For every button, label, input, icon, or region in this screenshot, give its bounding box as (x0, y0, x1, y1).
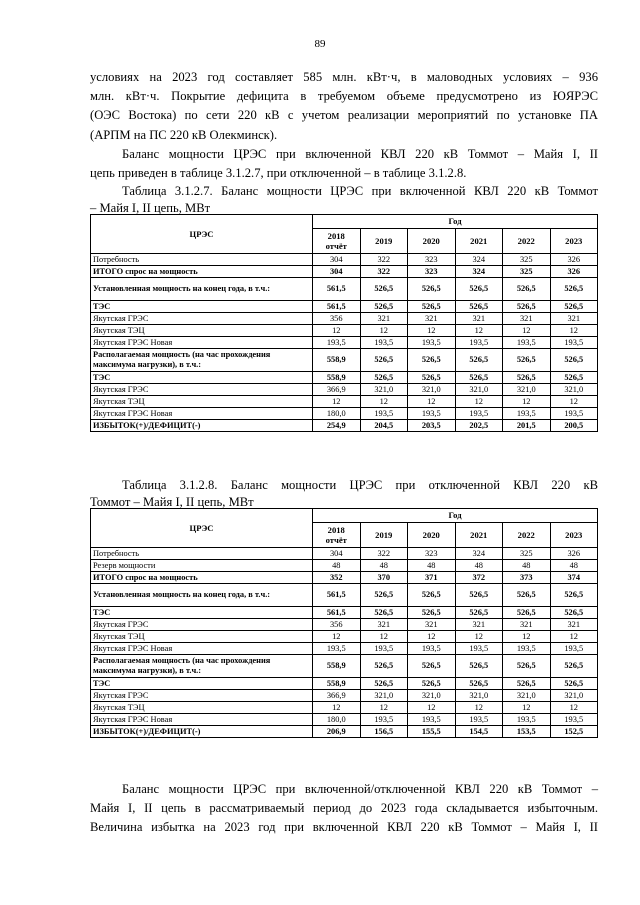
cell-value: 202,5 (455, 420, 503, 432)
cell-value: 526,5 (360, 301, 408, 313)
cell-value: 48 (550, 560, 598, 572)
cell-value: 203,5 (408, 420, 456, 432)
cell-value: 304 (313, 548, 361, 560)
cell-value: 12 (503, 631, 551, 643)
cell-value: 321,0 (455, 690, 503, 702)
cell-value: 526,5 (360, 349, 408, 372)
cell-value: 526,5 (455, 349, 503, 372)
caption-line: Томмот – Майя I, II цепь, МВт (90, 495, 254, 509)
column-header-year: 2023 (550, 523, 598, 548)
row-label: Располагаемая мощность (на час прохождения максимума нагрузки), в т.ч.: (91, 349, 313, 372)
cell-value: 12 (455, 631, 503, 643)
row-label: Якутская ГРЭС (91, 313, 313, 325)
table-row (91, 702, 598, 714)
cell-value: 193,5 (313, 643, 361, 655)
cell-value: 206,9 (313, 726, 361, 738)
cell-value: 193,5 (360, 408, 408, 420)
table-row (91, 714, 598, 726)
table1-caption (90, 183, 598, 217)
cell-value: 526,5 (360, 655, 408, 678)
table-row (91, 349, 598, 372)
cell-value: 12 (313, 631, 361, 643)
cell-value: 352 (313, 572, 361, 584)
cell-value: 526,5 (455, 584, 503, 607)
row-label: ИЗБЫТОК(+)/ДЕФИЦИТ(-) (91, 726, 313, 738)
cell-value: 561,5 (313, 607, 361, 619)
cell-value: 322 (360, 266, 408, 278)
cell-value: 321,0 (360, 384, 408, 396)
cell-value: 321 (550, 619, 598, 631)
text-line: цепь приведен в таблице 3.1.2.7, при отключенной – в таблице 3.1.2.8. (90, 166, 467, 181)
cell-value: 526,5 (455, 607, 503, 619)
cell-value: 326 (550, 254, 598, 266)
text-line: Величина избытка на 2023 год при включенной КВЛ 220 кВ Томмот – Майя I, II (90, 820, 598, 835)
cell-value: 193,5 (455, 714, 503, 726)
table-row (91, 372, 598, 384)
column-header-year-group: Год (313, 215, 598, 229)
cell-value: 321,0 (550, 690, 598, 702)
cell-value: 48 (408, 560, 456, 572)
cell-value: 193,5 (408, 337, 456, 349)
cell-value: 526,5 (360, 678, 408, 690)
row-label: ТЭС (91, 301, 313, 313)
cell-value: 526,5 (503, 584, 551, 607)
cell-value: 154,5 (455, 726, 503, 738)
cell-value: 526,5 (408, 678, 456, 690)
cell-value: 558,9 (313, 372, 361, 384)
cell-value: 526,5 (550, 301, 598, 313)
text-line: Баланс мощности ЦРЭС при включенной/отключенной КВЛ 220 кВ Томмот – (122, 782, 598, 796)
table-row (91, 325, 598, 337)
cell-value: 321,0 (455, 384, 503, 396)
table-row (91, 266, 598, 278)
cell-value: 321 (503, 619, 551, 631)
row-label: Потребность (91, 254, 313, 266)
column-header-year: 2021 (455, 523, 503, 548)
row-label: Якутская ТЭЦ (91, 325, 313, 337)
row-label: Якутская ГРЭС (91, 690, 313, 702)
cell-value: 12 (408, 631, 456, 643)
cell-value: 526,5 (360, 607, 408, 619)
cell-value: 193,5 (408, 408, 456, 420)
cell-value: 193,5 (503, 643, 551, 655)
text-line: Майя I, II цепь в рассматриваемый период до 2023 года складывается избыточным. (90, 801, 598, 816)
cell-value: 12 (550, 325, 598, 337)
cell-value: 526,5 (455, 678, 503, 690)
row-label: Якутская ГРЭС Новая (91, 643, 313, 655)
cell-value: 201,5 (503, 420, 551, 432)
column-header-year: 2019 (360, 523, 408, 548)
cell-value: 371 (408, 572, 456, 584)
cell-value: 526,5 (408, 607, 456, 619)
cell-value: 526,5 (408, 655, 456, 678)
table-row (91, 584, 598, 607)
table-row (91, 396, 598, 408)
row-label: Резерв мощности (91, 560, 313, 572)
row-label: Якутская ТЭЦ (91, 396, 313, 408)
row-label: Якутская ТЭЦ (91, 631, 313, 643)
cell-value: 366,9 (313, 384, 361, 396)
cell-value: 326 (550, 548, 598, 560)
cell-value: 156,5 (360, 726, 408, 738)
cell-value: 526,5 (455, 301, 503, 313)
cell-value: 304 (313, 266, 361, 278)
cell-value: 12 (360, 396, 408, 408)
cell-value: 526,5 (550, 278, 598, 301)
table-row (91, 548, 598, 560)
cell-value: 12 (408, 702, 456, 714)
column-header-year: 2022 (503, 229, 551, 254)
cell-value: 558,9 (313, 655, 361, 678)
text-line: (ОЭС Востока) по сети 220 кВ с учетом реализации мероприятий по установке ПА (90, 108, 598, 123)
cell-value: 526,5 (550, 607, 598, 619)
text-line: Баланс мощности ЦРЭС при включенной КВЛ 220 кВ Томмот – Майя I, II (122, 146, 598, 161)
cell-value: 180,0 (313, 714, 361, 726)
cell-value: 12 (313, 325, 361, 337)
cell-value: 12 (360, 325, 408, 337)
cell-value: 526,5 (360, 372, 408, 384)
cell-value: 526,5 (503, 301, 551, 313)
outro-paragraph (90, 780, 598, 838)
cell-value: 526,5 (455, 278, 503, 301)
cell-value: 526,5 (550, 349, 598, 372)
cell-value: 200,5 (550, 420, 598, 432)
row-label: Якутская ГРЭС Новая (91, 714, 313, 726)
cell-value: 12 (408, 325, 456, 337)
cell-value: 561,5 (313, 278, 361, 301)
column-header-year: 2022 (503, 523, 551, 548)
column-header-year: 2018 отчёт (313, 229, 361, 254)
cell-value: 558,9 (313, 349, 361, 372)
cell-value: 370 (360, 572, 408, 584)
cell-value: 526,5 (408, 584, 456, 607)
table-row (91, 420, 598, 432)
cell-value: 12 (360, 702, 408, 714)
table-row (91, 384, 598, 396)
cell-value: 12 (313, 702, 361, 714)
row-label: Якутская ГРЭС Новая (91, 337, 313, 349)
row-label: ИЗБЫТОК(+)/ДЕФИЦИТ(-) (91, 420, 313, 432)
cell-value: 204,5 (360, 420, 408, 432)
cell-value: 304 (313, 254, 361, 266)
cell-value: 321,0 (503, 690, 551, 702)
row-label: ИТОГО спрос на мощность (91, 572, 313, 584)
cell-value: 193,5 (503, 408, 551, 420)
cell-value: 12 (408, 396, 456, 408)
cell-value: 526,5 (503, 349, 551, 372)
cell-value: 193,5 (408, 643, 456, 655)
cell-value: 526,5 (360, 278, 408, 301)
cell-value: 12 (550, 702, 598, 714)
cell-value: 12 (503, 325, 551, 337)
cell-value: 193,5 (455, 337, 503, 349)
cell-value: 374 (550, 572, 598, 584)
cell-value: 526,5 (503, 678, 551, 690)
cell-value: 193,5 (503, 337, 551, 349)
cell-value: 526,5 (503, 372, 551, 384)
cell-value: 193,5 (360, 714, 408, 726)
cell-value: 324 (455, 548, 503, 560)
cell-value: 12 (550, 631, 598, 643)
table-row (91, 631, 598, 643)
cell-value: 372 (455, 572, 503, 584)
cell-value: 526,5 (503, 655, 551, 678)
cell-value: 322 (360, 548, 408, 560)
table-row (91, 560, 598, 572)
cell-value: 323 (408, 548, 456, 560)
row-label: ИТОГО спрос на мощность (91, 266, 313, 278)
caption-line: – Майя I, II цепь, МВт (90, 201, 211, 215)
cell-value: 321,0 (550, 384, 598, 396)
row-label: Якутская ГРЭС (91, 384, 313, 396)
row-label: ТЭС (91, 372, 313, 384)
cell-value: 254,9 (313, 420, 361, 432)
table-row (91, 278, 598, 301)
row-label: Якутская ГРЭС Новая (91, 408, 313, 420)
cell-value: 558,9 (313, 678, 361, 690)
column-header-year: 2018 отчёт (313, 523, 361, 548)
power-balance-table-off (90, 508, 598, 738)
cell-value: 12 (455, 396, 503, 408)
cell-value: 321 (455, 619, 503, 631)
cell-value: 326 (550, 266, 598, 278)
cell-value: 321,0 (360, 690, 408, 702)
cell-value: 193,5 (550, 714, 598, 726)
power-balance-table-on (90, 214, 598, 432)
column-header-year: 2020 (408, 229, 456, 254)
cell-value: 526,5 (550, 655, 598, 678)
cell-value: 193,5 (455, 408, 503, 420)
cell-value: 321 (455, 313, 503, 325)
cell-value: 366,9 (313, 690, 361, 702)
cell-value: 526,5 (550, 372, 598, 384)
table-row (91, 337, 598, 349)
cell-value: 561,5 (313, 301, 361, 313)
table2-caption (90, 477, 598, 511)
table-row (91, 313, 598, 325)
cell-value: 12 (455, 325, 503, 337)
cell-value: 356 (313, 619, 361, 631)
cell-value: 321 (360, 313, 408, 325)
table-row (91, 619, 598, 631)
cell-value: 193,5 (360, 337, 408, 349)
cell-value: 322 (360, 254, 408, 266)
cell-value: 193,5 (360, 643, 408, 655)
text-line: (АРПМ на ПС 220 кВ Олекминск). (90, 127, 278, 142)
cell-value: 324 (455, 266, 503, 278)
cell-value: 526,5 (408, 278, 456, 301)
cell-value: 193,5 (313, 337, 361, 349)
cell-value: 193,5 (455, 643, 503, 655)
cell-value: 48 (503, 560, 551, 572)
table-row (91, 726, 598, 738)
table-row (91, 572, 598, 584)
table-row (91, 690, 598, 702)
cell-value: 321 (503, 313, 551, 325)
cell-value: 193,5 (503, 714, 551, 726)
cell-value: 48 (360, 560, 408, 572)
cell-value: 12 (360, 631, 408, 643)
cell-value: 12 (550, 396, 598, 408)
row-label: Установленная мощность на конец года, в т.ч.: (91, 278, 313, 301)
column-header-year: 2019 (360, 229, 408, 254)
row-label: Якутская ГРЭС (91, 619, 313, 631)
cell-value: 526,5 (550, 584, 598, 607)
caption-line: Таблица 3.1.2.7. Баланс мощности ЦРЭС при включенной КВЛ 220 кВ Томмот (122, 184, 598, 198)
cell-value: 193,5 (408, 714, 456, 726)
row-label: Потребность (91, 548, 313, 560)
cell-value: 526,5 (408, 349, 456, 372)
cell-value: 323 (408, 266, 456, 278)
cell-value: 321 (550, 313, 598, 325)
cell-value: 526,5 (408, 301, 456, 313)
table-row (91, 408, 598, 420)
cell-value: 321 (408, 313, 456, 325)
cell-value: 48 (455, 560, 503, 572)
cell-value: 12 (455, 702, 503, 714)
cell-value: 526,5 (408, 372, 456, 384)
text-line: условиях на 2023 год составляет 585 млн. кВт·ч, в маловодных условиях – 936 (90, 70, 598, 84)
cell-value: 526,5 (455, 655, 503, 678)
cell-value: 356 (313, 313, 361, 325)
table-row (91, 607, 598, 619)
cell-value: 526,5 (550, 678, 598, 690)
page-number: 89 (314, 38, 326, 50)
cell-value: 48 (313, 560, 361, 572)
column-header-year-group: Год (313, 509, 598, 523)
column-header-region: ЦРЭС (91, 509, 313, 548)
cell-value: 152,5 (550, 726, 598, 738)
cell-value: 526,5 (455, 372, 503, 384)
cell-value: 12 (503, 702, 551, 714)
row-label: ТЭС (91, 678, 313, 690)
caption-line: Таблица 3.1.2.8. Баланс мощности ЦРЭС при отключенной КВЛ 220 кВ (122, 478, 598, 492)
column-header-year: 2020 (408, 523, 456, 548)
cell-value: 155,5 (408, 726, 456, 738)
cell-value: 373 (503, 572, 551, 584)
table-row (91, 678, 598, 690)
table-row (91, 655, 598, 678)
cell-value: 323 (408, 254, 456, 266)
cell-value: 324 (455, 254, 503, 266)
cell-value: 325 (503, 254, 551, 266)
column-header-year: 2021 (455, 229, 503, 254)
cell-value: 321 (408, 619, 456, 631)
cell-value: 526,5 (503, 278, 551, 301)
cell-value: 325 (503, 548, 551, 560)
row-label: Установленная мощность на конец года, в т.ч.: (91, 584, 313, 607)
cell-value: 12 (503, 396, 551, 408)
cell-value: 193,5 (550, 337, 598, 349)
cell-value: 193,5 (550, 408, 598, 420)
text-line: млн. кВт·ч. Покрытие дефицита в требуемом объеме предусмотрено из ЮЯРЭС (90, 89, 598, 104)
cell-value: 321,0 (408, 690, 456, 702)
cell-value: 321,0 (503, 384, 551, 396)
table-row (91, 254, 598, 266)
cell-value: 153,5 (503, 726, 551, 738)
column-header-region: ЦРЭС (91, 215, 313, 254)
table-row (91, 643, 598, 655)
cell-value: 325 (503, 266, 551, 278)
cell-value: 526,5 (503, 607, 551, 619)
row-label: Якутская ТЭЦ (91, 702, 313, 714)
cell-value: 180,0 (313, 408, 361, 420)
column-header-year: 2023 (550, 229, 598, 254)
row-label: ТЭС (91, 607, 313, 619)
intro-paragraph (90, 68, 598, 183)
table-row (91, 301, 598, 313)
cell-value: 12 (313, 396, 361, 408)
cell-value: 321,0 (408, 384, 456, 396)
row-label: Располагаемая мощность (на час прохождения максимума нагрузки), в т.ч.: (91, 655, 313, 678)
cell-value: 561,5 (313, 584, 361, 607)
cell-value: 193,5 (550, 643, 598, 655)
cell-value: 526,5 (360, 584, 408, 607)
cell-value: 321 (360, 619, 408, 631)
